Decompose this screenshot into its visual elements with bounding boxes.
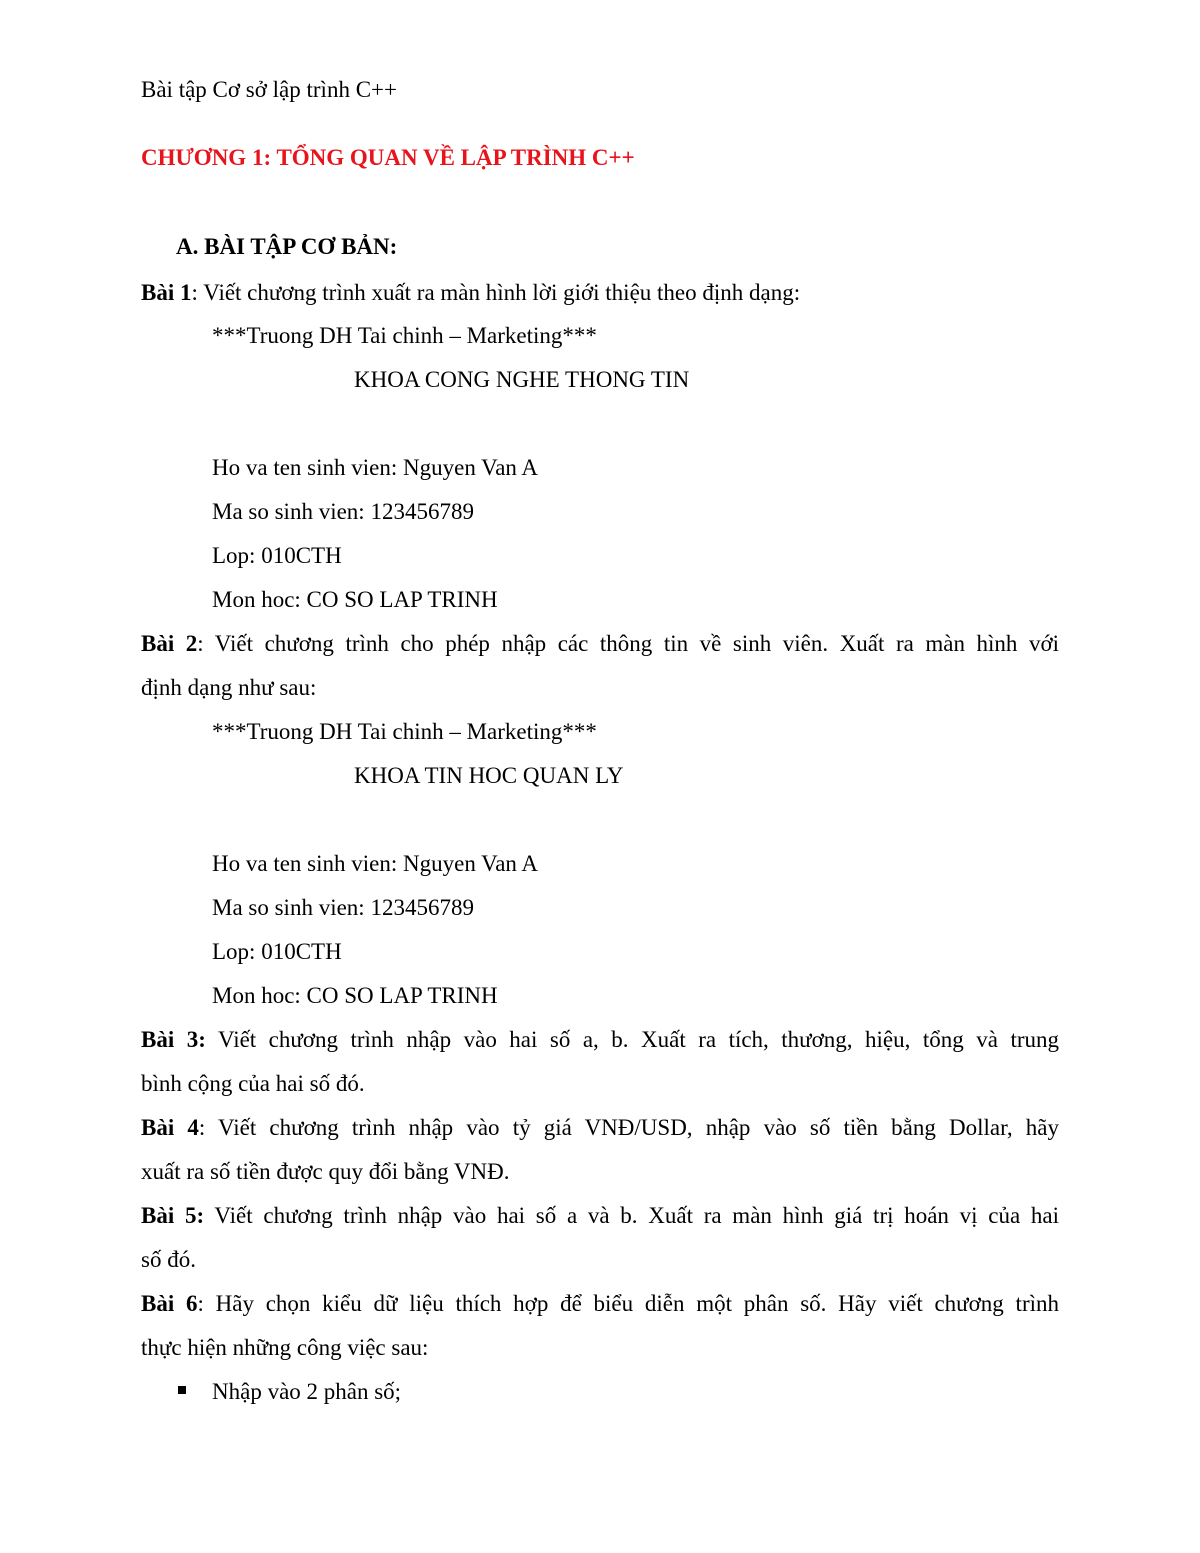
exercise-1-line-3: Ho va ten sinh vien: Nguyen Van A (212, 455, 539, 480)
exercise-2-text-1: : Viết chương trình cho phép nhập các thông tin về sinh viên. Xuất ra màn hình với (197, 631, 1059, 656)
exercise-3-text-2: bình cộng của hai số đó. (141, 1071, 365, 1096)
exercise-2-line-6: Mon hoc: CO SO LAP TRINH (212, 983, 498, 1008)
exercise-6-text-2: thực hiện những công việc sau: (141, 1335, 429, 1360)
exercise-1-line-6: Mon hoc: CO SO LAP TRINH (212, 587, 498, 612)
exercise-6-label: Bài 6 (141, 1291, 198, 1316)
exercise-2-line-1: ***Truong DH Tai chinh – Marketing*** (212, 719, 597, 744)
exercise-2-line-2: KHOA TIN HOC QUAN LY (354, 763, 624, 788)
exercise-3-text-1: Viết chương trình nhập vào hai số a, b. Xuất ra tích, thương, hiệu, tổng và trung (205, 1027, 1060, 1052)
square-bullet-icon (178, 1386, 186, 1394)
exercise-5-text-2: số đó. (141, 1247, 196, 1272)
exercise-1-line-1: ***Truong DH Tai chinh – Marketing*** (212, 323, 597, 348)
exercise-2-label: Bài 2 (141, 631, 198, 656)
exercise-1-label: Bài 1 (141, 280, 192, 305)
exercise-2-line-3: Ho va ten sinh vien: Nguyen Van A (212, 851, 539, 876)
exercise-4-label: Bài 4 (141, 1115, 199, 1140)
exercise-2-line-4: Ma so sinh vien: 123456789 (212, 895, 474, 920)
exercise-4-text-1: : Viết chương trình nhập vào tỷ giá VNĐ/USD, nhập vào số tiền bằng Dollar, hãy (198, 1115, 1059, 1140)
exercise-1-text: : Viết chương trình xuất ra màn hình lời giới thiệu theo định dạng: (191, 280, 801, 305)
exercise-6 (141, 1292, 1059, 1315)
exercise-5-text-1: Viết chương trình nhập vào hai số a và b. Xuất ra màn hình giá trị hoán vị của hai (204, 1203, 1060, 1228)
exercise-6-bullet-1: Nhập vào 2 phân số; (212, 1379, 402, 1404)
section-title: A. BÀI TẬP CƠ BẢN: (176, 234, 398, 259)
exercise-1-line-2: KHOA CONG NGHE THONG TIN (354, 367, 690, 392)
exercise-1-line-4: Ma so sinh vien: 123456789 (212, 499, 474, 524)
exercise-6-text-1: : Hãy chọn kiểu dữ liệu thích hợp để biểu diễn một phân số. Hãy viết chương trình (197, 1291, 1059, 1316)
exercise-2-line-5: Lop: 010CTH (212, 939, 342, 964)
exercise-2 (141, 632, 1059, 655)
exercise-3-label: Bài 3: (141, 1027, 206, 1052)
exercise-2-text-2: định dạng như sau: (141, 675, 317, 700)
chapter-title: CHƯƠNG 1: TỔNG QUAN VỀ LẬP TRÌNH C++ (141, 145, 635, 170)
exercise-4-text-2: xuất ra số tiền được quy đổi bằng VNĐ. (141, 1159, 510, 1184)
exercise-3 (141, 1028, 1059, 1051)
page-header: Bài tập Cơ sở lập trình C++ (141, 77, 397, 102)
exercise-1-line-5: Lop: 010CTH (212, 543, 342, 568)
exercise-1 (141, 281, 800, 304)
exercise-5-label: Bài 5: (141, 1203, 205, 1228)
exercise-5 (141, 1204, 1059, 1227)
exercise-4 (141, 1116, 1059, 1139)
